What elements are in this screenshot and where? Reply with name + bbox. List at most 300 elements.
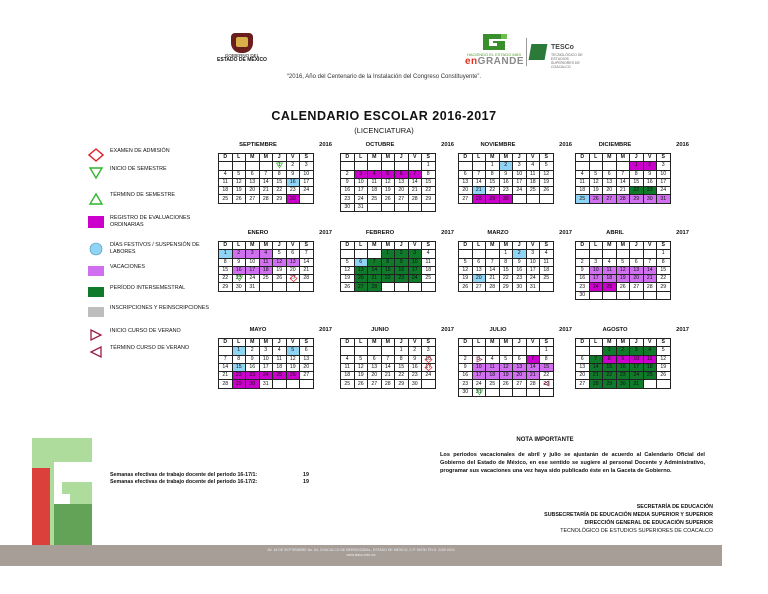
empty-cell	[273, 283, 287, 291]
day-cell: 11	[486, 363, 500, 371]
day-cell: 10	[657, 170, 671, 178]
day-cell: 7	[643, 258, 657, 266]
day-cell: 17	[246, 266, 260, 274]
nota-text: Los periodos vacacionales de abril y julio se ajustarán de acuerdo al Calendario Oficial del Gobierno del Estado de México, en ese sentido se sugiere al personal Docente y Administrativo, programar sus vacaciones una vez haya sido publicado éste en la Gaceta de Gobierno.	[440, 452, 705, 474]
day-cell: 9	[286, 170, 300, 178]
day-cell: 20	[395, 187, 409, 195]
logo-left-line2: ESTADO DE MÉXICO	[217, 57, 267, 63]
week-row	[219, 283, 314, 291]
day-cell: 14	[300, 258, 314, 266]
empty-cell	[300, 195, 314, 203]
gray-box-icon	[88, 305, 104, 319]
weekday-label: M	[368, 339, 382, 347]
day-cell: 23	[408, 372, 422, 380]
empty-cell	[472, 347, 486, 355]
month-year: 2017	[559, 327, 572, 333]
legend-item-vacaciones	[88, 264, 218, 280]
empty-cell	[354, 347, 368, 355]
day-cell: 17	[422, 363, 436, 371]
day-cell: 27	[603, 195, 617, 203]
tesco-subtitle: TECNOLÓGICO DE ESTUDIOS SUPERIORES DE COACALCO	[551, 53, 583, 69]
day-cell: 19	[286, 363, 300, 371]
day-cell: 16	[395, 266, 409, 274]
day-cell: 15	[232, 363, 246, 371]
day-cell: 27	[354, 283, 368, 291]
week-row	[459, 170, 554, 178]
weekday-label: M	[381, 242, 395, 250]
day-cell: 24	[472, 380, 486, 388]
day-cell: 1	[381, 250, 395, 258]
weekday-label: M	[381, 154, 395, 162]
legend-label: INICIO CURSO DE VERANO	[110, 328, 181, 334]
day-cell: 27	[513, 380, 527, 388]
day-cell: 4	[422, 250, 436, 258]
day-cell: 6	[300, 347, 314, 355]
day-cell: 12	[459, 266, 473, 274]
empty-cell	[341, 162, 355, 170]
month-table	[575, 241, 671, 300]
weekday-label: L	[589, 154, 603, 162]
day-cell: 26	[354, 380, 368, 388]
day-cell: 2	[499, 162, 513, 170]
day-cell: 4	[259, 250, 273, 258]
week-row	[219, 266, 314, 274]
empty-cell	[540, 195, 554, 203]
week-row	[576, 291, 671, 299]
logo-center-wordmark	[465, 57, 523, 67]
day-cell: 8	[603, 355, 617, 363]
day-cell: 29	[273, 195, 287, 203]
semanas-line2: Semanas efectivas de trabajo docente del periodo 16-17/2:	[110, 479, 258, 485]
day-cell: 22	[232, 372, 246, 380]
day-cell: 6	[395, 170, 409, 178]
week-row	[219, 275, 314, 283]
weekday-label: S	[657, 154, 671, 162]
weekday-label: S	[422, 339, 436, 347]
day-cell: 12	[616, 266, 630, 274]
day-cell: 26	[459, 283, 473, 291]
month-header	[458, 327, 574, 337]
week-row	[219, 355, 314, 363]
month-table	[575, 153, 671, 204]
footer-website: www.tesco.edu.mx	[346, 553, 376, 557]
weekday-label: M	[603, 339, 617, 347]
day-cell: 27	[630, 283, 644, 291]
day-cell: 20	[286, 266, 300, 274]
month-header	[575, 142, 691, 152]
day-cell: 4	[576, 170, 590, 178]
tesco-mark-icon	[529, 44, 548, 60]
day-cell: 3	[526, 250, 540, 258]
week-row	[459, 363, 554, 371]
legend-label: TÉRMINO DE SEMESTRE	[110, 192, 175, 198]
day-cell: 16	[576, 275, 590, 283]
day-cell: 7	[589, 355, 603, 363]
week-row	[576, 355, 671, 363]
month-name: SEPTIEMBRE	[239, 142, 277, 148]
legend-label: DÍAS FESTIVOS / SUSPENSIÓN DE LABORES	[110, 242, 200, 255]
day-cell: 13	[395, 178, 409, 186]
day-cell: 22	[540, 372, 554, 380]
empty-cell	[526, 347, 540, 355]
week-row	[341, 195, 436, 203]
month-name: ABRIL	[606, 230, 624, 236]
weekday-label: M	[246, 154, 260, 162]
day-cell: 1	[603, 347, 617, 355]
weekday-label: L	[354, 154, 368, 162]
day-cell: 29	[603, 380, 617, 388]
logo-left-line1: GOBIERNO DEL	[224, 53, 260, 58]
weekday-label: L	[354, 242, 368, 250]
legend-label: PERÍODO INTERSEMESTRAL	[110, 285, 186, 291]
empty-cell	[246, 162, 260, 170]
day-cell: 9	[408, 355, 422, 363]
day-cell: 26	[232, 195, 246, 203]
day-cell: 28	[368, 283, 382, 291]
empty-cell	[259, 162, 273, 170]
day-cell: 17	[259, 363, 273, 371]
weekday-label: S	[540, 154, 554, 162]
empty-cell	[486, 388, 500, 396]
day-cell: 15	[381, 266, 395, 274]
week-row	[459, 372, 554, 380]
legend-item-icv	[88, 328, 218, 344]
day-cell: 28	[381, 380, 395, 388]
day-cell: 23	[616, 372, 630, 380]
day-cell: 9	[643, 170, 657, 178]
day-cell: 12	[589, 178, 603, 186]
day-cell: 4	[540, 250, 554, 258]
weekday-row	[459, 154, 554, 162]
week-row	[341, 250, 436, 258]
day-cell: 9	[499, 170, 513, 178]
day-cell: 16	[408, 363, 422, 371]
day-cell: 10	[300, 170, 314, 178]
weekday-label: V	[408, 242, 422, 250]
empty-cell	[576, 162, 590, 170]
day-cell: 29	[395, 380, 409, 388]
empty-cell	[300, 283, 314, 291]
weekday-label: J	[513, 242, 527, 250]
day-cell: 10	[513, 170, 527, 178]
empty-cell	[486, 347, 500, 355]
day-cell: 14	[219, 363, 233, 371]
week-row	[219, 347, 314, 355]
month-year: 2016	[441, 142, 454, 148]
g-brand-shape-icon	[32, 438, 92, 548]
empty-cell	[472, 162, 486, 170]
legend-item-registro	[88, 215, 218, 231]
empty-cell	[630, 250, 644, 258]
day-cell: 29	[657, 283, 671, 291]
empty-cell	[381, 283, 395, 291]
day-cell: 8	[232, 355, 246, 363]
day-cell: 15	[422, 178, 436, 186]
day-cell: 30	[616, 380, 630, 388]
empty-cell	[354, 250, 368, 258]
week-row	[459, 347, 554, 355]
legend-label: REGISTRO DE EVALUACIONES ORDINARIAS	[110, 215, 191, 228]
day-cell: 21	[381, 372, 395, 380]
day-cell: 1	[540, 347, 554, 355]
week-row	[576, 266, 671, 274]
empty-cell	[472, 250, 486, 258]
month-header	[340, 327, 456, 337]
day-cell: 20	[630, 275, 644, 283]
gobierno-edomex-logo	[212, 33, 272, 63]
day-cell: 18	[486, 372, 500, 380]
logo-divider	[526, 38, 527, 66]
day-cell: 13	[368, 363, 382, 371]
week-row	[576, 283, 671, 291]
day-cell: 6	[354, 258, 368, 266]
empty-cell	[395, 203, 409, 211]
day-cell: 2	[459, 355, 473, 363]
day-cell: 20	[576, 372, 590, 380]
weekday-label: J	[513, 154, 527, 162]
day-cell: 7	[219, 355, 233, 363]
month-year: 2017	[559, 230, 572, 236]
day-cell: 25	[368, 195, 382, 203]
day-cell: 21	[589, 372, 603, 380]
month-year: 2017	[319, 230, 332, 236]
day-cell: 23	[286, 187, 300, 195]
day-cell: 5	[657, 347, 671, 355]
day-cell: 24	[526, 275, 540, 283]
adm-marker-icon	[288, 275, 299, 282]
weekday-label: V	[286, 242, 300, 250]
day-cell: 3	[300, 162, 314, 170]
day-cell: 22	[395, 372, 409, 380]
day-cell: 24	[513, 187, 527, 195]
day-cell: 24	[259, 372, 273, 380]
empty-cell	[616, 162, 630, 170]
day-cell: 2	[643, 162, 657, 170]
weekday-label: D	[219, 242, 233, 250]
weekday-label: L	[472, 154, 486, 162]
day-cell: 11	[540, 258, 554, 266]
day-cell: 25	[486, 380, 500, 388]
day-cell: 5	[273, 250, 287, 258]
weekday-label: D	[341, 242, 355, 250]
weekday-label: L	[232, 339, 246, 347]
day-cell: 28	[300, 275, 314, 283]
firma-line-3: DIRECCIÓN GENERAL DE EDUCACIÓN SUPERIOR	[584, 520, 713, 526]
day-cell: 15	[540, 363, 554, 371]
day-cell: 20	[246, 187, 260, 195]
day-cell: 5	[499, 355, 513, 363]
day-cell: 30	[408, 380, 422, 388]
day-cell: 30	[499, 195, 513, 203]
day-cell: 6	[472, 258, 486, 266]
legend-label: INSCRIPCIONES Y REINSCRIPCIONES	[110, 305, 209, 311]
day-cell: 19	[499, 372, 513, 380]
day-cell: 23	[459, 380, 473, 388]
week-row	[341, 380, 436, 388]
day-cell: 24	[630, 372, 644, 380]
semanas-value1: 19	[303, 472, 309, 478]
legend-item-termino	[88, 192, 218, 208]
week-row	[459, 250, 554, 258]
empty-cell	[576, 250, 590, 258]
month-year: 2016	[676, 142, 689, 148]
legend-item-admision	[88, 148, 218, 164]
day-cell: 13	[246, 178, 260, 186]
day-cell: 30	[576, 291, 590, 299]
month-table	[218, 241, 314, 292]
week-row	[576, 195, 671, 203]
day-cell: 5	[286, 347, 300, 355]
day-cell: 14	[486, 266, 500, 274]
week-row	[576, 380, 671, 388]
day-cell: 5	[459, 258, 473, 266]
ini-marker-icon	[474, 389, 485, 396]
day-cell: 25	[341, 380, 355, 388]
day-cell: 13	[354, 266, 368, 274]
week-row	[341, 363, 436, 371]
week-row	[219, 195, 314, 203]
day-cell: 19	[459, 275, 473, 283]
day-cell: 27	[368, 380, 382, 388]
day-cell: 26	[499, 380, 513, 388]
day-cell: 24	[354, 195, 368, 203]
day-cell: 8	[422, 170, 436, 178]
month-table	[218, 153, 314, 204]
empty-cell	[540, 388, 554, 396]
day-cell: 19	[616, 275, 630, 283]
day-cell: 5	[232, 170, 246, 178]
day-cell: 16	[643, 178, 657, 186]
weekday-label: M	[486, 154, 500, 162]
week-row	[576, 363, 671, 371]
weekday-row	[341, 339, 436, 347]
day-cell: 3	[354, 170, 368, 178]
day-cell: 27	[286, 275, 300, 283]
day-cell: 1	[499, 250, 513, 258]
month-header	[575, 230, 691, 240]
weekday-label: M	[499, 242, 513, 250]
weekday-row	[459, 242, 554, 250]
day-cell: 8	[381, 258, 395, 266]
day-cell: 6	[630, 258, 644, 266]
day-cell: 28	[643, 283, 657, 291]
month-year: 2016	[559, 142, 572, 148]
ini-marker-icon	[274, 162, 285, 169]
weekday-label: S	[300, 339, 314, 347]
day-cell: 4	[643, 347, 657, 355]
triangle-down-icon	[88, 166, 104, 180]
weekday-label: D	[459, 154, 473, 162]
empty-cell	[422, 283, 436, 291]
day-cell: 16	[246, 363, 260, 371]
month-name: JUNIO	[371, 327, 389, 333]
day-cell: 27	[300, 372, 314, 380]
weekday-label: J	[395, 242, 409, 250]
day-cell: 23	[341, 195, 355, 203]
day-cell: 27	[395, 195, 409, 203]
day-cell: 17	[513, 178, 527, 186]
day-cell: 12	[381, 178, 395, 186]
empty-cell	[286, 380, 300, 388]
day-cell: 17	[472, 372, 486, 380]
day-cell: 13	[576, 363, 590, 371]
weekday-label: L	[589, 339, 603, 347]
day-cell: 7	[300, 250, 314, 258]
day-cell: 11	[643, 355, 657, 363]
semanas-efectivas	[110, 472, 309, 486]
firma-line-4: TECNOLÓGICO DE ESTUDIOS SUPERIORES DE COACALCO	[560, 528, 713, 534]
weekday-label: L	[472, 242, 486, 250]
legend-label: VACACIONES	[110, 264, 145, 270]
empty-cell	[381, 347, 395, 355]
day-cell: 11	[273, 355, 287, 363]
day-cell: 4	[219, 170, 233, 178]
day-cell: 27	[472, 283, 486, 291]
day-cell: 5	[341, 258, 355, 266]
day-cell: 14	[381, 363, 395, 371]
weekday-label: J	[630, 339, 644, 347]
logo-center-en: en	[465, 56, 478, 67]
day-cell: 11	[341, 363, 355, 371]
day-cell: 30	[459, 388, 473, 396]
week-row	[576, 178, 671, 186]
day-cell: 27	[246, 195, 260, 203]
day-cell: 29	[422, 195, 436, 203]
day-cell: 17	[354, 187, 368, 195]
day-cell: 3	[513, 162, 527, 170]
legend-item-inicio	[88, 166, 218, 182]
day-cell: 14	[616, 178, 630, 186]
day-cell: 12	[657, 355, 671, 363]
nota-title: NOTA IMPORTANTE	[516, 437, 574, 443]
weekday-label: M	[368, 154, 382, 162]
day-cell: 11	[219, 178, 233, 186]
day-cell: 19	[381, 187, 395, 195]
week-row	[459, 258, 554, 266]
day-cell: 20	[472, 275, 486, 283]
month-header	[340, 230, 456, 240]
violet-box-icon	[88, 264, 104, 278]
weekday-label: M	[259, 339, 273, 347]
weekday-label: V	[286, 339, 300, 347]
day-cell: 13	[300, 355, 314, 363]
weekday-label: J	[395, 154, 409, 162]
weekday-label: S	[657, 339, 671, 347]
day-cell: 9	[232, 258, 246, 266]
day-cell: 23	[246, 372, 260, 380]
coat-of-arms-icon	[231, 33, 253, 53]
day-cell: 21	[368, 275, 382, 283]
day-cell: 10	[589, 266, 603, 274]
day-cell: 25	[576, 195, 590, 203]
day-cell: 30	[513, 283, 527, 291]
day-cell: 20	[459, 187, 473, 195]
day-cell: 3	[408, 250, 422, 258]
day-cell: 26	[540, 187, 554, 195]
empty-cell	[630, 291, 644, 299]
week-row	[341, 170, 436, 178]
weekday-row	[576, 339, 671, 347]
weekday-label: J	[273, 154, 287, 162]
legend-item-tcv	[88, 345, 218, 361]
weekday-label: M	[499, 154, 513, 162]
day-cell: 27	[576, 380, 590, 388]
weekday-label: V	[408, 339, 422, 347]
day-cell: 11	[576, 178, 590, 186]
weekday-label: D	[576, 339, 590, 347]
g-logo-icon	[479, 32, 509, 52]
day-cell: 1	[657, 250, 671, 258]
